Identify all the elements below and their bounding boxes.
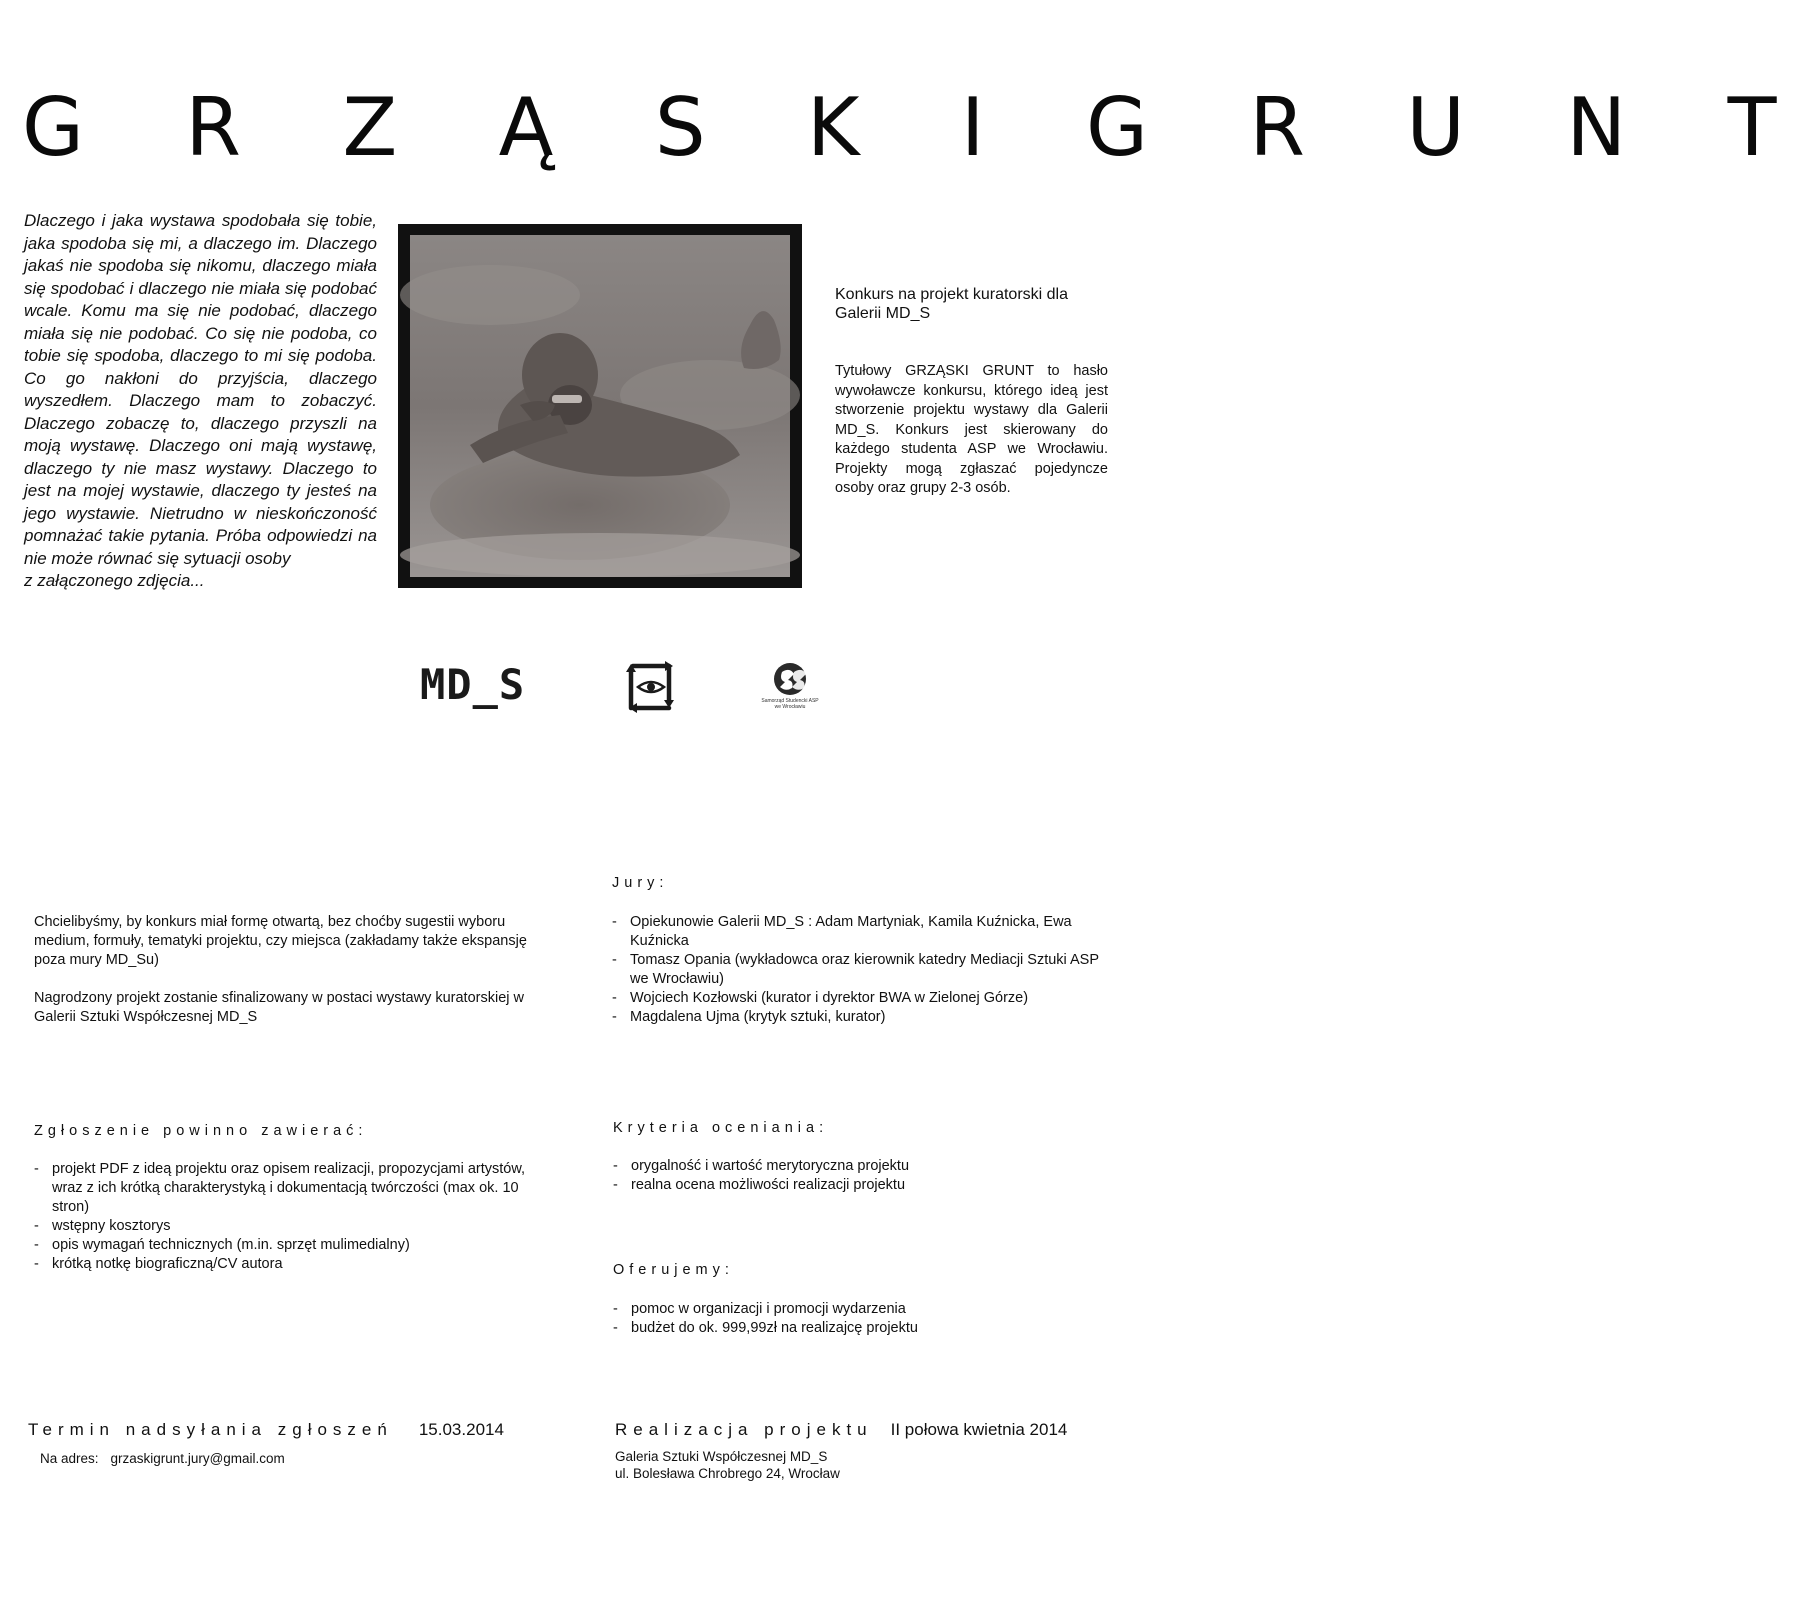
intro-paragraph: Dlaczego i jaka wystawa spodobała się tobie, jaka spodoba się mi, a dlaczego im. Dlaczego jakaś nie spodoba się nikomu, dlaczego miała się spodobać i dlaczego nie miała się podobać wcale. Komu ma się nie podobać, dlaczego miała się nie podobać. Co się nie podoba, co tobie się spodoba, dlaczego to mi się podoba. Co go nakłoni do przyjścia, dlaczego wyszedłem. Dlaczego mam to zobaczyć. Dlaczego zobaczę to, dlaczego przyszli na moją wystawę. Dlaczego oni mają wystawę, dlaczego ty nie masz wystawy. Dlaczego to jest na mojej wystawie, dlaczego ty jesteś na jego wystawie. Nietrudno w nieskończoność pomnażać takie pytania. Próba odpowiedzi na nie może równać się sytuacji osoby <box>24 211 377 568</box>
venue-street: ul. Bolesława Chrobrego 24, Wrocław <box>615 1466 840 1481</box>
list-item: - pomoc w organizacji i promocji wydarzenia <box>613 1300 1093 1319</box>
list-item: - Tomasz Opania (wykładowca oraz kierownik katedry Mediacji Sztuki ASP we Wrocławiu) <box>612 951 1102 989</box>
photo-frame <box>398 224 802 588</box>
contact-email: grzaskigrunt.jury@gmail.com <box>110 1451 285 1466</box>
list-item: - Magdalena Ujma (krytyk sztuki, kurator) <box>612 1008 1102 1027</box>
list-item: - realna ocena możliwości realizacji projektu <box>613 1176 1093 1195</box>
list-item: - opis wymagań technicznych (m.in. sprzęt mulimedialny) <box>34 1236 534 1255</box>
address-label: Na adres: <box>40 1451 99 1466</box>
jury-heading: Jury: <box>612 875 669 891</box>
offer-heading: Oferujemy: <box>613 1262 734 1278</box>
contest-title: Konkurs na projekt kuratorski dla Galerii MD_S <box>835 286 1068 322</box>
deadline-line <box>28 1420 504 1440</box>
intro-paragraph-end: z załączonego zdjęcia... <box>24 571 205 590</box>
venue-name: Galeria Sztuki Współczesnej MD_S <box>615 1449 828 1464</box>
venue-address <box>615 1448 840 1482</box>
form-info-paragraph: Chcielibyśmy, by konkurs miał formę otwartą, bez choćby sugestii wyboru medium, formuły, tematyki projektu, czy miejsca (zakładamy także ekspansję poza mury MD_Su) <box>34 914 527 968</box>
form-info-paragraph: Nagrodzony projekt zostanie sfinalizowany w postaci wystawy kuratorskiej w Galerii Sztuki Współczesnej MD_S <box>34 990 524 1025</box>
criteria-heading: Kryteria oceniania: <box>613 1120 829 1136</box>
mud-photo <box>410 235 790 577</box>
eye-frame-logo-icon <box>625 660 677 714</box>
student-council-logo <box>760 662 820 710</box>
realization-date: II połowa kwietnia 2014 <box>890 1420 1068 1439</box>
jury-list <box>612 913 1102 1027</box>
list-item: - projekt PDF z ideą projektu oraz opisem realizacji, propozycjami artystów, wraz z ich krótką charakterystyką i dokumentacją twórczości (max ok. 10 stron) <box>34 1160 534 1217</box>
contest-form-info <box>34 913 539 1046</box>
criteria-list <box>613 1157 1093 1195</box>
list-item: - Opiekunowie Galerii MD_S : Adam Martyniak, Kamila Kuźnicka, Ewa Kuźnicka <box>612 913 1102 951</box>
realization-label: Realizacja projektu <box>615 1420 873 1439</box>
ss-logo-label: Samorząd Studencki ASP we Wrocławiu <box>761 698 819 710</box>
intro-text <box>24 210 377 593</box>
ss-logo-icon <box>760 662 820 698</box>
sponsor-logos <box>420 660 820 720</box>
contest-description: Tytułowy GRZĄSKI GRUNT to hasło wywoławcze konkursu, którego ideą jest stworzenie projektu wystawy dla Galerii MD_S. Konkurs jest skierowany do każdego studenta ASP we Wrocławiu. Projekty mogą zgłaszać pojedyncze osoby oraz grupy 2-3 osób. <box>835 363 1108 496</box>
offer-list <box>613 1300 1093 1338</box>
list-item: - Wojciech Kozłowski (kurator i dyrektor BWA w Zielonej Górze) <box>612 989 1102 1008</box>
deadline-date: 15.03.2014 <box>418 1420 504 1439</box>
address-line <box>40 1451 285 1466</box>
mds-logo: MD_S <box>420 660 526 709</box>
realization-line <box>615 1420 1067 1440</box>
submission-heading: Zgłoszenie powinno zawierać: <box>34 1123 368 1139</box>
list-item: - krótką notkę biograficzną/CV autora <box>34 1255 534 1274</box>
deadline-label: Termin nadsyłania zgłoszeń <box>28 1420 393 1439</box>
list-item: - budżet do ok. 999,99zł na realizajcę projektu <box>613 1319 1093 1338</box>
list-item: - orygalność i wartość merytoryczna projektu <box>613 1157 1093 1176</box>
list-item: - wstępny kosztorys <box>34 1217 534 1236</box>
submission-list <box>34 1160 534 1274</box>
poster-title: G R Z Ą S K I G R U N T <box>22 81 1815 174</box>
